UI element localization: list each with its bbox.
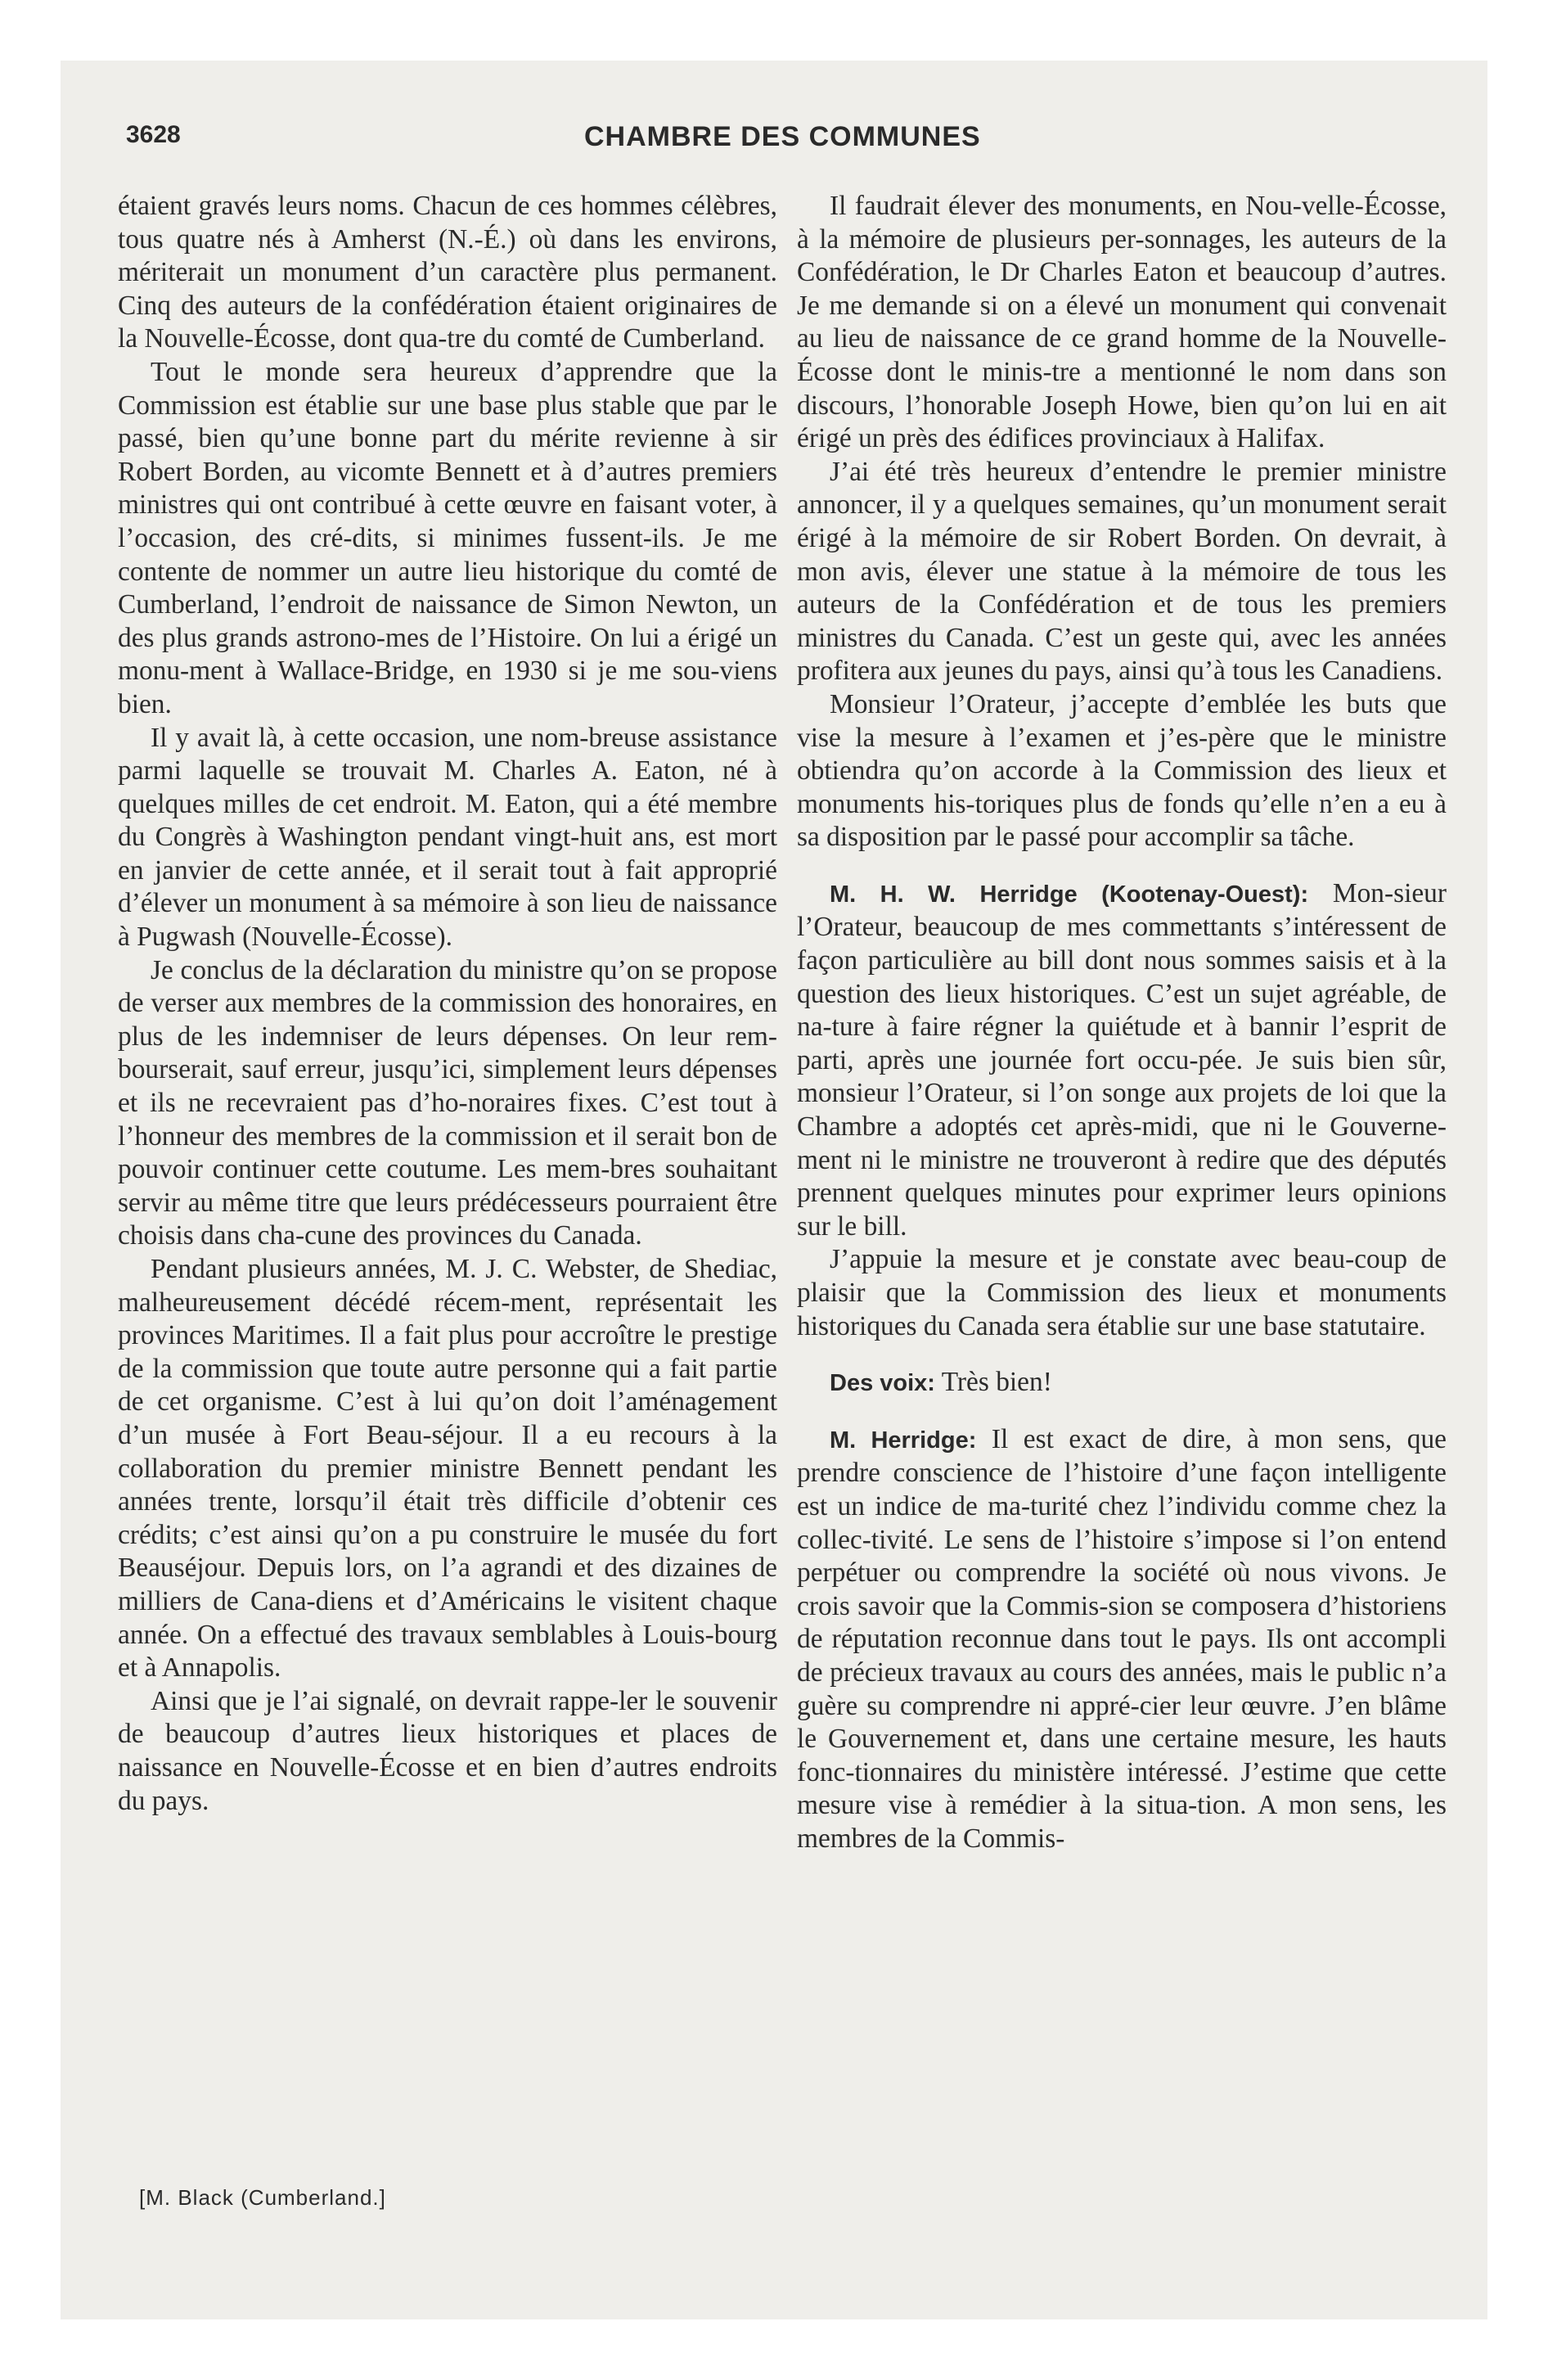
speech-paragraph (797, 1366, 1447, 1400)
paragraph: Tout le monde sera heureux d’apprendre que la Commission est établie sur une base plus stable que par le passé, bien qu’une bonne part du mérite revienne à sir Robert Borden, au vicomte Bennett et à d’autres premiers ministres qui ont contribué à cette œuvre en faisant voter, à l’occasion, des cré-dits, si minimes fussent-ils. Je me contente de nommer un autre lieu historique du comté de Cumberland, l’endroit de naissance de Simon Newton, un des plus grands astrono-mes de l’Histoire. On lui a érigé un monu-ment à Wallace-Bridge, en 1930 si je me sou-viens bien. (118, 356, 777, 719)
speech-text: Très bien! (941, 1367, 1052, 1398)
left-column (118, 190, 777, 1818)
right-column (797, 190, 1447, 1856)
speech-paragraph (797, 1423, 1447, 1856)
paragraph: Il y avait là, à cette occasion, une nom-breuse assistance parmi laquelle se trouvait M. Charles A. Eaton, né à quelques milles de cet endroit. M. Eaton, qui a été membre du Congrès à Washington pendant vingt-huit ans, est mort en janvier de cette année, et il serait tout à fait approprié d’élever un monument à sa mémoire à son lieu de naissance à Pugwash (Nouvelle-Écosse). (118, 722, 777, 953)
speaker-name: Des voix: (830, 1370, 935, 1397)
speech-paragraph (797, 877, 1447, 1244)
paragraph: J’ai été très heureux d’entendre le premier ministre annoncer, il y a quelques semaines, qu’un monument serait érigé à la mémoire de sir Robert Borden. On devrait, à mon avis, élever une statue à la mémoire de tous les auteurs de la Confédération et de tous les premiers ministres du Canada. C’est un geste qui, avec les années profitera aux jeunes du pays, ainsi qu’à tous les Canadiens. (797, 456, 1447, 687)
paragraph: J’appuie la mesure et je constate avec beau-coup de plaisir que la Commission des lieux et monuments historiques du Canada sera établie sur une base statutaire. (797, 1244, 1447, 1341)
speaker-name: M. Herridge: (830, 1427, 977, 1454)
speaker-reference: [M. Black (Cumberland.] (139, 2185, 386, 2210)
speaker-name: M. H. W. Herridge (Kootenay-Ouest): (830, 881, 1309, 908)
running-head: CHAMBRE DES COMMUNES (584, 121, 981, 152)
paragraph: Monsieur l’Orateur, j’accepte d’emblée les buts que vise la mesure à l’examen et j’es-père que le ministre obtiendra qu’on accorde à la Commission des lieux et monuments his-toriques plus de fonds qu’elle n’en a eu à sa disposition par le passé pour accomplir sa tâche. (797, 688, 1447, 853)
speech-text: Il est exact de dire, à mon sens, que prendre conscience de l’histoire d’une façon intelligente est un indice de ma-turité chez l’individu comme chez la collec-tivité. Le sens de l’histoire s’impose si l’on entend perpétuer ou comprendre la société où nous vivons. Je crois savoir que la Commis-sion se composera d’historiens de réputation reconnue dans tout le pays. Ils ont accompli de précieux travaux au cours des années, mais le public n’a guère su comprendre ni appré-cier leur œuvre. J’en blâme le Gouvernement et, dans une certaine mesure, les hauts fonc-tionnaires du ministère intéressé. J’estime que cette mesure vise à remédier à la situa-tion. A mon sens, les membres de la Commis- (797, 1423, 1447, 1854)
speech-text: Mon-sieur l’Orateur, beaucoup de mes commettants s’intéressent de façon particulière au bill dont nous sommes saisis et à la question des lieux historiques. C’est un sujet agréable, de na-ture à faire régner la quiétude et à bannir l’esprit de parti, après une journée fort occu-pée. Je suis bien sûr, monsieur l’Orateur, si l’on songe aux projets de loi que la Chambre a adoptés cet après-midi, que ni le Gouverne-ment ni le ministre ne trouveront à redire que des députés prennent quelques minutes pour exprimer leurs opinions sur le bill. (797, 877, 1447, 1242)
paragraph: Pendant plusieurs années, M. J. C. Webster, de Shediac, malheureusement décédé récem-ment, représentait les provinces Maritimes. Il a fait plus pour accroître le prestige de la commission que toute autre personne qui a fait partie de cet organisme. C’est à lui qu’on doit l’aménagement d’un musée à Fort Beau-séjour. Il a eu recours à la collaboration du premier ministre Bennett pendant les années trente, lorsqu’il était très difficile d’obtenir ces crédits; c’est ainsi qu’on a pu construire le musée du fort Beauséjour. Depuis lors, on l’a agrandi et des dizaines de milliers de Cana-diens et d’Américains le visitent chaque année. On a effectué des travaux semblables à Louis-bourg et à Annapolis. (118, 1254, 777, 1684)
paragraph: Je conclus de la déclaration du ministre qu’on se propose de verser aux membres de la commission des honoraires, en plus de les indemniser de leurs dépenses. On leur rem-bourserait, sauf erreur, jusqu’ici, simplement leurs dépenses et ils ne recevraient pas d’ho-noraires fixes. C’est tout à l’honneur des membres de la commission et il serait bon de pouvoir continuer cette coutume. Les mem-bres souhaitant servir au même titre que leurs prédécesseurs pourraient être choisis dans cha-cune des provinces du Canada. (118, 954, 777, 1251)
paragraph: étaient gravés leurs noms. Chacun de ces hommes célèbres, tous quatre nés à Amherst (N.-É.) où dans les environs, mériterait un monument d’un caractère plus permanent. Cinq des auteurs de la confédération étaient originaires de la Nouvelle-Écosse, dont qua-tre du comté de Cumberland. (118, 191, 777, 354)
paragraph: Ainsi que je l’ai signalé, on devrait rappe-ler le souvenir de beaucoup d’autres lieux historiques et places de naissance en Nouvelle-Écosse et en bien d’autres endroits du pays. (118, 1685, 777, 1816)
page-header (126, 121, 1419, 162)
paragraph: Il faudrait élever des monuments, en Nou-velle-Écosse, à la mémoire de plusieurs per-sonnages, les auteurs de la Confédération, le Dr Charles Eaton et beaucoup d’autres. Je me demande si on a élevé un monument qui convenait au lieu de naissance de ce grand homme de la Nouvelle-Écosse dont le minis-tre a mentionné le nom dans son discours, l’honorable Joseph Howe, bien qu’on lui en ait érigé un près des édifices provinciaux à Halifax. (797, 191, 1447, 454)
page-number: 3628 (126, 121, 181, 148)
scanned-page (61, 61, 1487, 2319)
